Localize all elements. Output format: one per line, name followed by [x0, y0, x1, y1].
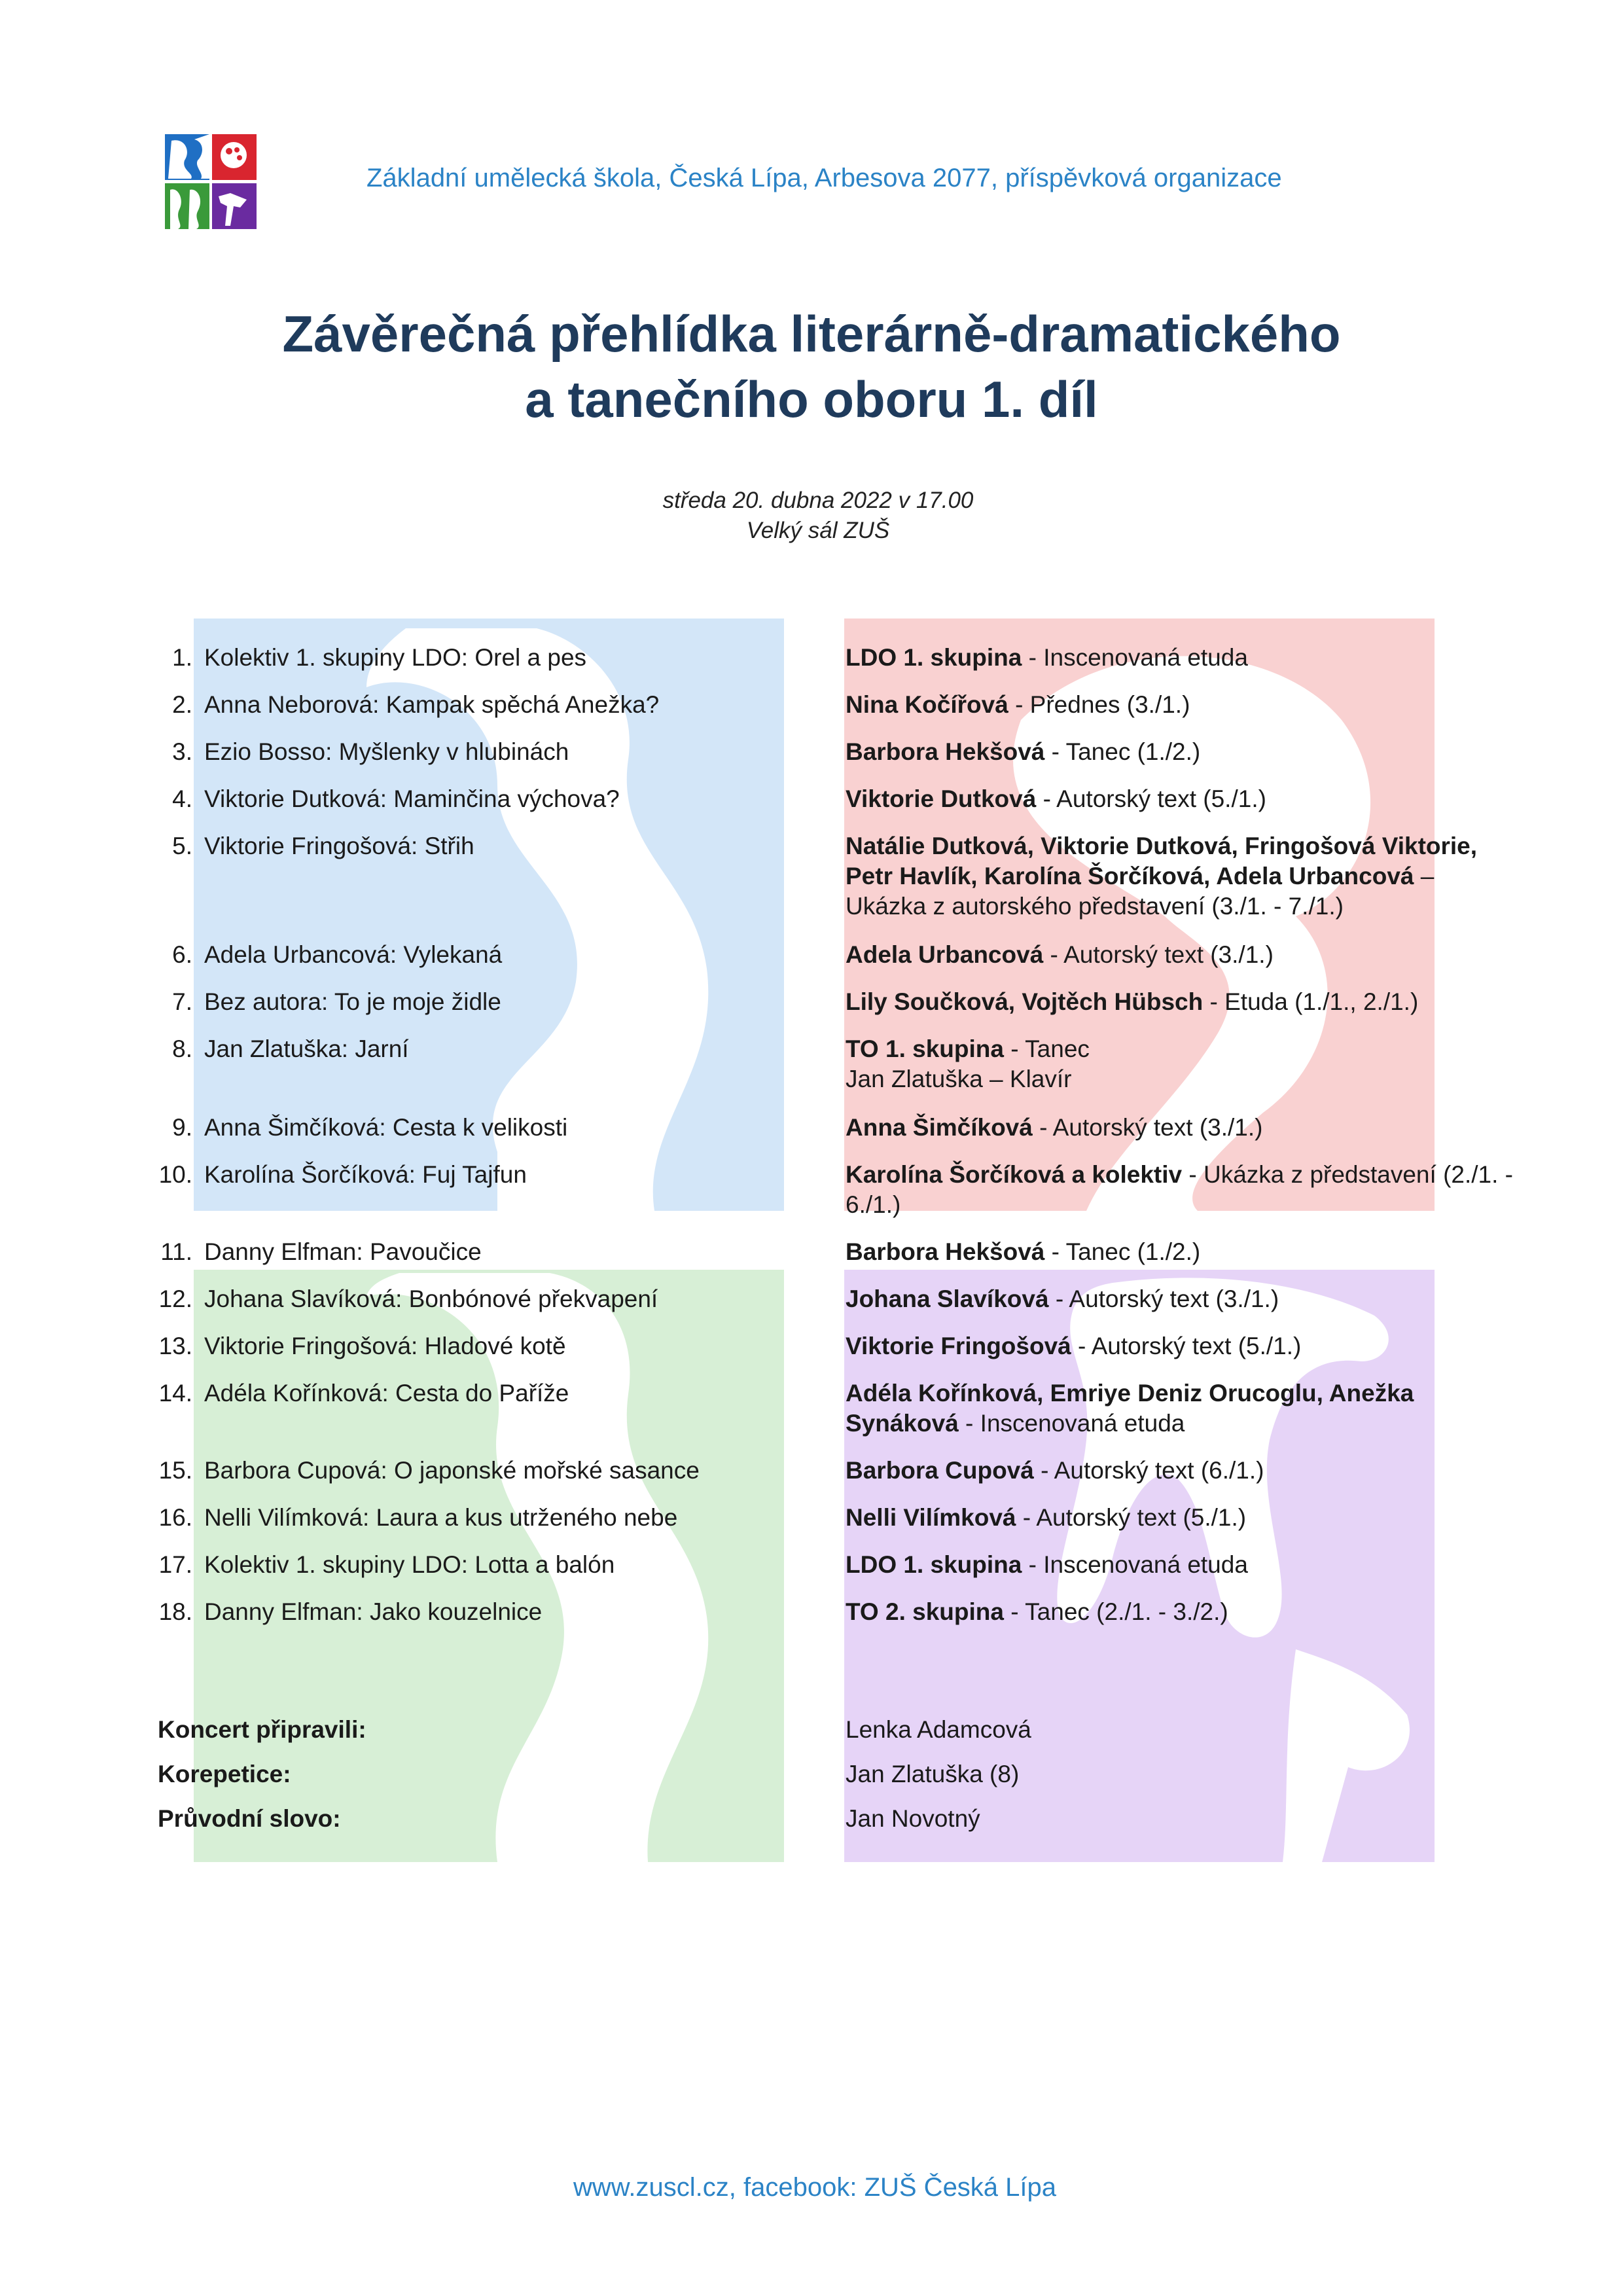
item-number: 5. — [172, 833, 192, 859]
performance-detail: - Autorský text (3./1.) — [1032, 1114, 1263, 1141]
item-number: 3. — [172, 738, 192, 765]
performer-name: Barbora Hekšová — [846, 738, 1045, 765]
performer-name: Anna Šimčíková — [846, 1114, 1033, 1141]
piece-title: Adéla Kořínková: Cesta do Paříže — [204, 1380, 569, 1407]
performer — [846, 643, 1513, 673]
performer-name: Nina Kočířová — [846, 691, 1008, 718]
piece-title: Anna Neborová: Kampak spěchá Anežka? — [204, 691, 660, 718]
performance-detail: - Ukázka z představení (2./1. - 6./1.) — [846, 1161, 1513, 1218]
performer-name: Karolína Šorčíková a kolektiv — [846, 1161, 1183, 1188]
item-number: 10. — [158, 1161, 192, 1188]
piece-title: Johana Slavíková: Bonbónové překvapení — [204, 1285, 658, 1312]
performer — [846, 1456, 1513, 1486]
performer — [846, 1503, 1513, 1533]
performer-name: LDO 1. skupina — [846, 1551, 1022, 1578]
item-number: 1. — [172, 644, 192, 671]
piece-title: Nelli Vilímková: Laura a kus utrženého nebe — [204, 1504, 678, 1531]
school-name: Základní umělecká škola, Česká Lípa, Arbesova 2077, příspěvková organizace — [366, 164, 1282, 192]
performer-name: Viktorie Fringošová — [846, 1333, 1071, 1359]
performer-name: Lily Součková, Vojtěch Hübsch — [846, 988, 1204, 1015]
credit-value: Lenka Adamcová — [846, 1716, 1031, 1743]
footer-links[interactable]: www.zuscl.cz, facebook: ZUŠ Česká Lípa — [573, 2173, 1057, 2202]
piece-title: Adela Urbancová: Vylekaná — [204, 941, 503, 968]
performer — [846, 831, 1513, 922]
item-number: 11. — [160, 1238, 192, 1265]
performer-name: Adela Urbancová — [846, 941, 1044, 968]
performer-name: Johana Slavíková — [846, 1285, 1049, 1312]
piece-title: Ezio Bosso: Myšlenky v hlubinách — [204, 738, 569, 765]
performer-name: Natálie Dutková, Viktorie Dutková, Fringošová Viktorie, Petr Havlík, Karolína Šorčíková, Adela Urbancová — [846, 833, 1478, 889]
performer — [846, 690, 1513, 720]
performance-detail: - Autorský text (5./1.) — [1016, 1504, 1247, 1531]
performance-detail: - Inscenovaná etuda — [958, 1410, 1185, 1437]
performer-name: Barbora Cupová — [846, 1457, 1034, 1484]
performer-name: TO 2. skupina — [846, 1598, 1004, 1625]
performance-detail: – Ukázka z autorského představení (3./1. - 7./1.) — [846, 863, 1435, 920]
performer — [846, 940, 1513, 970]
performer-name: Nelli Vilímková — [846, 1504, 1016, 1531]
credit-label: Koncert připravili: — [158, 1716, 366, 1743]
piece-title: Viktorie Fringošová: Hladové kotě — [204, 1333, 566, 1359]
performer — [846, 987, 1513, 1017]
performer — [846, 1378, 1513, 1439]
piece-title: Viktorie Dutková: Maminčina výchova? — [204, 785, 620, 812]
performer — [846, 1331, 1513, 1361]
item-number: 12. — [158, 1285, 192, 1312]
item-number: 16. — [158, 1504, 192, 1531]
performer — [846, 1597, 1513, 1627]
event-date: středa 20. dubna 2022 v 17.00 — [662, 488, 974, 513]
credit-value: Jan Zlatuška (8) — [846, 1761, 1020, 1787]
credit-value: Jan Novotný — [846, 1805, 980, 1832]
performer-name: Adéla Kořínková, Emriye Deniz Orucoglu, Anežka Synáková — [846, 1380, 1414, 1437]
event-venue: Velký sál ZUŠ — [746, 518, 890, 543]
performer — [846, 1237, 1513, 1267]
performance-detail: - Autorský text (6./1.) — [1033, 1457, 1264, 1484]
performance-detail: - Autorský text (3./1.) — [1043, 941, 1274, 968]
piece-title: Barbora Cupová: O japonské mořské sasance — [204, 1457, 700, 1484]
performance-detail: - Etuda (1./1., 2./1.) — [1203, 988, 1419, 1015]
performance-detail: - Tanec (1./2.) — [1044, 738, 1201, 765]
piece-title: Danny Elfman: Jako kouzelnice — [204, 1598, 543, 1625]
item-number: 8. — [172, 1035, 192, 1062]
performance-detail: - Inscenovaná etuda — [1022, 1551, 1248, 1578]
piece-title: Jan Zlatuška: Jarní — [204, 1035, 409, 1062]
piece-title: Danny Elfman: Pavoučice — [204, 1238, 482, 1265]
item-number: 2. — [172, 691, 192, 718]
accompanist: Jan Zlatuška – Klavír — [846, 1066, 1072, 1092]
performer — [846, 1160, 1513, 1220]
performer-name: Viktorie Dutková — [846, 785, 1037, 812]
title-line-2: a tanečního oboru 1. díl — [525, 370, 1098, 428]
performance-detail: - Autorský text (5./1.) — [1036, 785, 1266, 812]
performer — [846, 1113, 1513, 1143]
performer-name: TO 1. skupina — [846, 1035, 1004, 1062]
item-number: 9. — [172, 1114, 192, 1141]
performer — [846, 1550, 1513, 1580]
performer — [846, 1034, 1513, 1094]
piece-title: Bez autora: To je moje židle — [204, 988, 501, 1015]
performance-detail: - Přednes (3./1.) — [1008, 691, 1190, 718]
performer-name: LDO 1. skupina — [846, 644, 1022, 671]
piece-title: Karolína Šorčíková: Fuj Tajfun — [204, 1161, 527, 1188]
performer-name: Barbora Hekšová — [846, 1238, 1045, 1265]
item-number: 4. — [172, 785, 192, 812]
credit-label: Korepetice: — [158, 1761, 291, 1787]
performer — [846, 1284, 1513, 1314]
performance-detail: - Autorský text (5./1.) — [1071, 1333, 1302, 1359]
item-number: 6. — [172, 941, 192, 968]
piece-title: Viktorie Fringošová: Střih — [204, 833, 474, 859]
item-number: 15. — [158, 1457, 192, 1484]
performance-detail: - Tanec (2./1. - 3./2.) — [1003, 1598, 1228, 1625]
piece-title: Anna Šimčíková: Cesta k velikosti — [204, 1114, 568, 1141]
item-number: 13. — [158, 1333, 192, 1359]
item-number: 18. — [158, 1598, 192, 1625]
performance-detail: - Inscenovaná etuda — [1022, 644, 1248, 671]
item-number: 14. — [158, 1380, 192, 1407]
performer — [846, 784, 1513, 814]
piece-title: Kolektiv 1. skupiny LDO: Orel a pes — [204, 644, 587, 671]
item-number: 7. — [172, 988, 192, 1015]
performance-detail: - Tanec (1./2.) — [1044, 1238, 1201, 1265]
item-number: 17. — [158, 1551, 192, 1578]
piece-title: Kolektiv 1. skupiny LDO: Lotta a balón — [204, 1551, 615, 1578]
credit-label: Průvodní slovo: — [158, 1805, 341, 1832]
performance-detail: - Autorský text (3./1.) — [1048, 1285, 1279, 1312]
performer — [846, 737, 1513, 767]
title-line-1: Závěrečná přehlídka literárně-dramatického — [282, 305, 1341, 363]
performance-detail: - Tanec — [1003, 1035, 1090, 1062]
